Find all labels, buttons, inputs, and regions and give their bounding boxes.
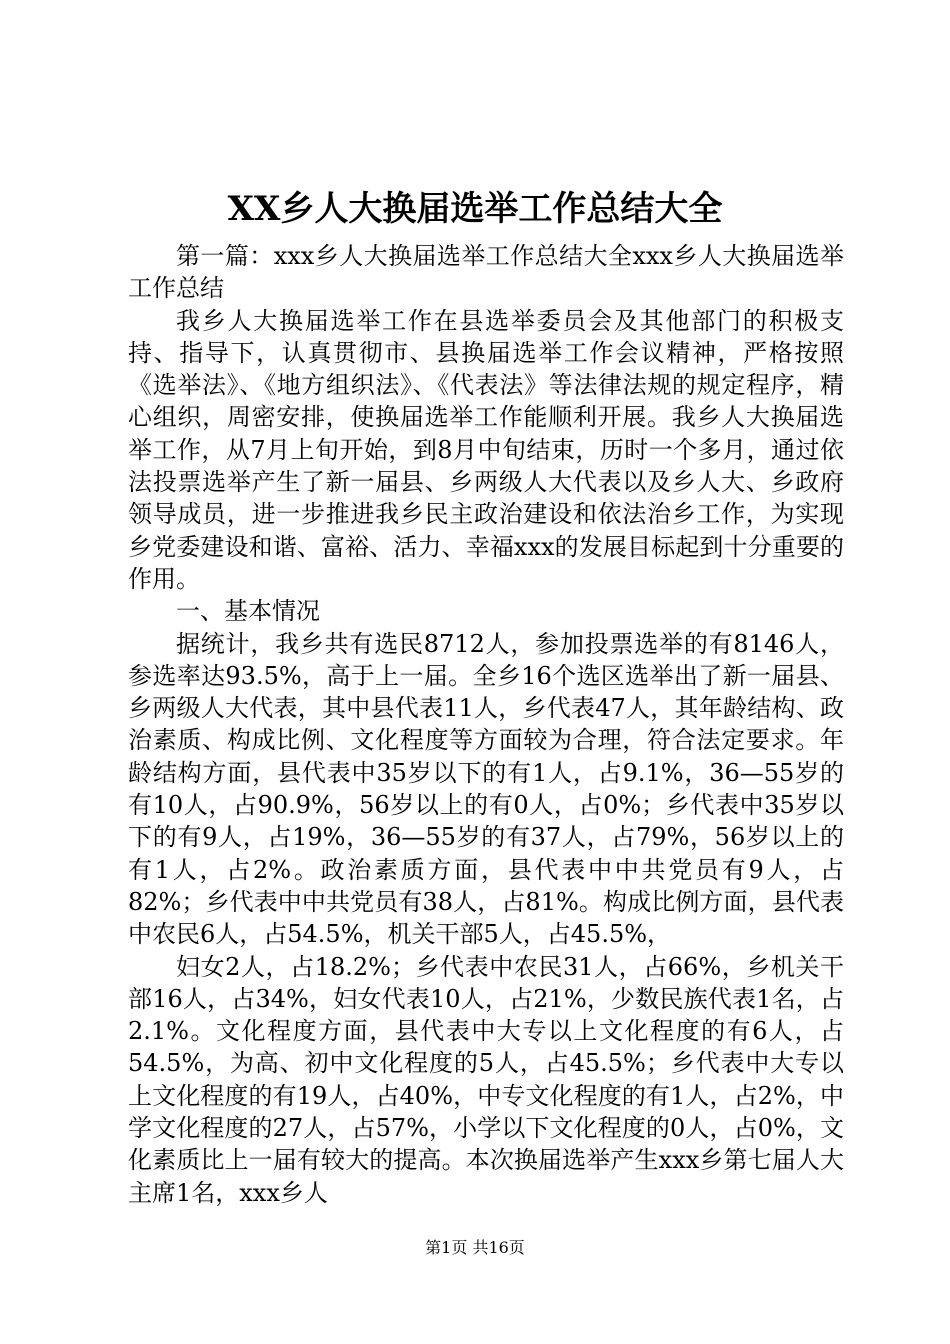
paragraph-heading-part-one: 第一篇：xxx乡人大换届选举工作总结大全xxx乡人大换届选举工作总结 [128, 242, 844, 303]
paragraph-intro: 我乡人大换届选举工作在县选举委员会及其他部门的积极支持、指导下，认真贯彻市、县换届选举工作会议精神，严格按照《选举法》、《地方组织法》、《代表法》等法律法规的规定程序，精心组织，周密安排，使换届选举工作能顺利开展。我乡人大换届选举工作，从7月上旬开始，到8月中旬结束，历时一个多月，通过依法投票选举产生了新一届县、乡两级人大代表以及乡人大、乡政府领导成员，进一步推进我乡民主政治建设和依法治乡工作，为实现乡党委建设和谐、富裕、活力、幸福xxx的发展目标起到十分重要的作用。 [128, 306, 844, 593]
paragraph-composition: 妇女2人，占18.2%；乡代表中农民31人，占66%，乡机关干部16人，占34%，妇女代表10人，占21%，少数民族代表1名，占2.1%。文化程度方面，县代表中大专以上文化程度的有6人，占54.5%，为高、初中文化程度的5人，占45.5%；乡代表中大专以上文化程度的有19人，占40%，中专文化程度的有1人，占2%，中学文化程度的27人，占57%，小学以下文化程度的0人，占0%，文化素质比上一届有较大的提高。本次换届选举产生xxx乡第七届人大主席1名，xxx乡人 [128, 952, 844, 1207]
page-number-footer: 第1页 共16页 [425, 1238, 525, 1257]
document-body [128, 240, 844, 1209]
paragraph-statistics: 据统计，我乡共有选民8712人，参加投票选举的有8146人，参选率达93.5%，高于上一届。全乡16个选区选举出了新一届县、乡两级人大代表，其中县代表11人，乡代表47人，其年龄结构、政治素质、构成比例、文化程度等方面较为合理，符合法定要求。年龄结构方面，县代表中35岁以下的有1人，占9.1%，36—55岁的有10人，占90.9%，56岁以上的有0人，占0%；乡代表中35岁以下的有9人，占19%，36—55岁的有37人，占79%，56岁以上的有1人，占2%。政治素质方面，县代表中中共党员有9人，占82%；乡代表中中共党员有38人，占81%。构成比例方面，县代表中农民6人，占54.5%，机关干部5人，占45.5%， [128, 629, 844, 949]
section-heading-basic-situation: 一、基本情况 [176, 597, 320, 626]
document-title: XX乡人大换届选举工作总结大全 [227, 189, 723, 229]
